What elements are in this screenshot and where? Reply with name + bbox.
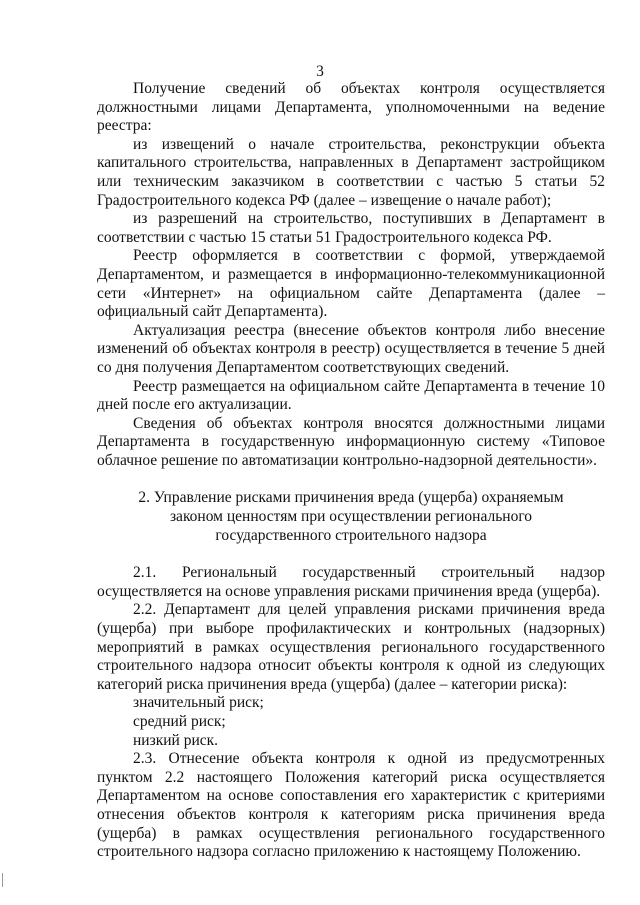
document-body xyxy=(97,80,605,862)
risk-category-item: низкий риск. xyxy=(133,731,219,749)
paragraph-2-1: 2.1. Региональный государственный строительный надзор осуществляется на основе управления рисками причинения вреда (ущерба). xyxy=(97,564,605,600)
page-number: 3 xyxy=(316,63,324,80)
section-heading: 2. Управление рисками причинения вреда (ущерба) охраняемым законом ценностям при осуществлении регионального государственного строительного надзора xyxy=(138,489,564,544)
risk-category-item: значительный риск; xyxy=(133,694,264,712)
paragraph-from-permits: из разрешений на строительство, поступивших в Департамент в соответствии с частью 15 статьи 51 Градостроительного кодекса РФ. xyxy=(97,210,605,246)
paragraph-from-notices: из извещений о начале строительства, реконструкции объекта капитального строительства, направленных в Департамент застройщиком или техническим заказчиком в соответствии с частью 5 статьи 52 Градостроительного кодекса РФ (далее – извещение о начале работ); xyxy=(97,135,605,209)
paragraph-registry-update: Актуализация реестра (внесение объектов контроля либо внесение изменений об объектах контроля в реестр) осуществляется в течение 5 дней со дня получения Департаментом соответствующих сведений. xyxy=(97,321,605,376)
risk-category-item: средний риск; xyxy=(133,713,226,730)
paragraph-2-3: 2.3. Отнесение объекта контроля к одной из предусмотренных пунктом 2.2 настоящего Положения категорий риска осуществляется Департаментом на основе сопоставления его характеристик с критериями отнесения объектов контроля к категориям риска причинения вреда (ущерба) в рамках осуществления регионального государственного строительного надзора согласно приложению к настоящему Положению. xyxy=(97,750,605,861)
paragraph-receiving-info: Получение сведений об объектах контроля осуществляется должностными лицами Департамента, уполномоченными на ведение реестра: xyxy=(97,80,605,135)
paragraph-registry-publication: Реестр размещается на официальном сайте Департамента в течение 10 дней после его актуализации. xyxy=(97,377,605,414)
paragraph-information-system: Сведения об объектах контроля вносятся должностными лицами Департамента в государственную информационную систему «Типовое облачное решение по автоматизации контрольно-надзорной деятельности». xyxy=(97,414,605,469)
scan-edge-mark xyxy=(2,873,3,887)
paragraph-registry-format: Реестр оформляется в соответствии с формой, утверждаемой Департаментом, и размещается в информационно-телекоммуникационной сети «Интернет» на официальном сайте Департамента (далее – официальный сайт Департамента). xyxy=(97,247,605,321)
paragraph-2-2: 2.2. Департамент для целей управления рисками причинения вреда (ущерба) при выборе профилактических и контрольных (надзорных) мероприятий в рамках осуществления регионального государственного строительного надзора относит объекты контроля к одной из следующих категорий риска причинения вреда (ущерба) (далее – категории риска): xyxy=(97,601,605,693)
